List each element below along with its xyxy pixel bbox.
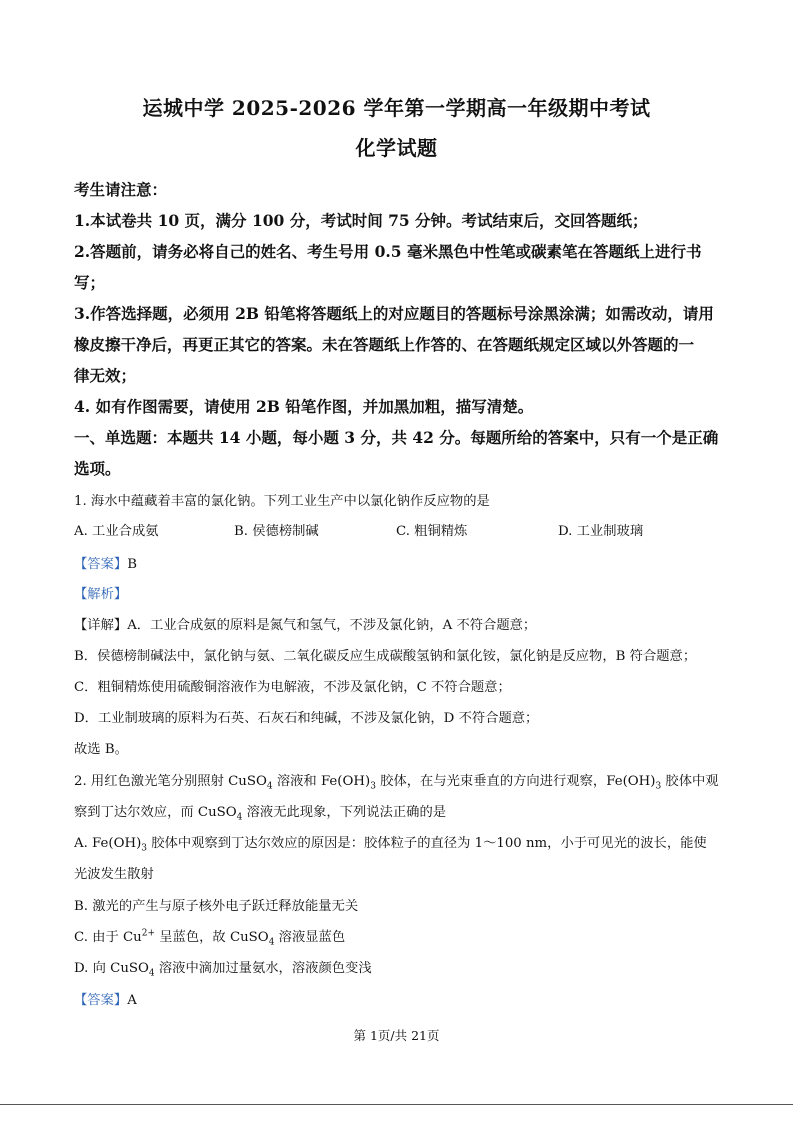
question-1-options xyxy=(74,520,724,540)
question-2-option-a: A. $Fe(OH)_3$ 胶体中观察到丁达尔效应的原因是：胶体粒子的直径为 1～100 nm，小于可见光的波长，能使 xyxy=(74,836,707,854)
detail-d: D．工业制玻璃的原料为石英、石灰石和纯碱，不涉及氯化钠，D 不符合题意； xyxy=(74,711,539,726)
conclusion: 故选 B。 xyxy=(74,742,128,757)
notice-item: 写； xyxy=(74,273,106,292)
analysis-tag: 【解析】 xyxy=(74,587,128,602)
notice-item: 4. 如有作图需要，请使用 2B 铅笔作图，并加黑加粗，描写清楚。 xyxy=(74,397,534,416)
answer-value: A xyxy=(127,993,137,1008)
answer-tag: 【答案】 xyxy=(74,993,128,1008)
notice-item: 律无效； xyxy=(74,366,137,385)
question-2-stem: 2. 用红色激光笔分别照射 CuSO$_4$ 溶液和 $Fe(OH)_3$ 胶体，在与光束垂直的方向进行观察，$Fe(OH)_3$ 胶体中观 xyxy=(74,774,719,792)
detail-a: 【详解】A．工业合成氨的原料是氮气和氢气，不涉及氯化钠，A 不符合题意； xyxy=(74,618,537,633)
notice-item: 2.答题前，请务必将自己的姓名、考生号用 0.5 毫米黑色中性笔或碳素笔在答题纸上进行书 xyxy=(74,242,702,261)
section-heading: 一、单选题：本题共 14 小题，每小题 3 分，共 42 分。每题所给的答案中，只有一个是正确 xyxy=(74,428,719,447)
detail-tag: 【详解】 xyxy=(74,618,128,633)
page-subtitle: 化学试题 xyxy=(355,136,438,160)
notice-item: 3.作答选择题，必须用 2B 铅笔将答题纸上的对应题目的答题标号涂黑涂满；如需改动，请用 xyxy=(74,304,714,323)
answer-tag: 【答案】 xyxy=(74,557,128,572)
option-b: B. 侯德榜制碱 xyxy=(234,524,319,539)
notice-item: 1.本试卷共 10 页，满分 100 分，考试时间 75 分钟。考试结束后，交回答题纸； xyxy=(74,211,648,230)
question-2-option-d: D. 向 CuSO$_4$ 溶液中滴加过量氨水，溶液颜色变浅 xyxy=(74,961,372,979)
section-heading-cont: 选项。 xyxy=(74,459,121,478)
question-2-option-b: B. 激光的产生与原子核外电子跃迁释放能量无关 xyxy=(74,899,359,914)
detail-b: B．侯德榜制碱法中，氯化钠与氨、二氧化碳反应生成碳酸氢钠和氯化铵，氯化钠是反应物，B 符合题意； xyxy=(74,649,697,664)
notice-item: 橡皮擦干净后，再更正其它的答案。未在答题纸上作答的、在答题纸规定区域以外答题的一 xyxy=(74,335,695,354)
option-d: D. 工业制玻璃 xyxy=(558,524,644,539)
option-c: C. 粗铜精炼 xyxy=(396,524,468,539)
bottom-divider xyxy=(0,1104,793,1105)
option-a: A. 工业合成氨 xyxy=(74,524,159,539)
question-1-answer xyxy=(74,553,724,572)
page-title: 运城中学 2025-2026 学年第一学期高一年级期中考试 xyxy=(142,96,651,120)
question-2-answer xyxy=(74,989,724,1008)
notice-heading: 考生请注意： xyxy=(74,180,168,199)
question-2-stem-cont: 察到丁达尔效应，而 CuSO$_4$ 溶液无此现象，下列说法正确的是 xyxy=(74,805,447,823)
detail-c: C．粗铜精炼使用硫酸铜溶液作为电解液，不涉及氯化钠，C 不符合题意； xyxy=(74,680,511,695)
question-1-stem: 1. 海水中蕴藏着丰富的氯化钠。下列工业生产中以氯化钠作反应物的是 xyxy=(74,494,490,509)
page-number: 第 1页/共 21页 xyxy=(353,1028,440,1043)
answer-value: B xyxy=(127,557,137,572)
question-2-option-c: C. 由于 $Cu^{2+}$ 呈蓝色，故 CuSO$_4$ 溶液显蓝色 xyxy=(74,928,346,948)
question-2-option-a-cont: 光波发生散射 xyxy=(74,867,154,882)
